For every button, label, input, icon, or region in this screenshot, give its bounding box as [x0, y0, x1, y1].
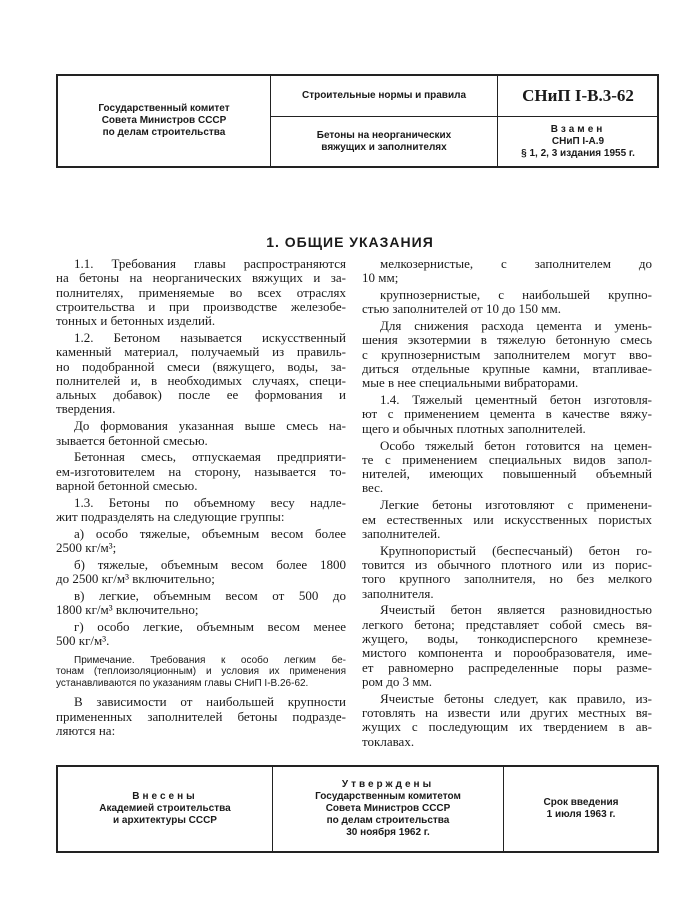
- text-line: зывается бетонной смесью.: [56, 432, 208, 448]
- text-line: ем-изготовителем на сторону, называется то-: [56, 463, 346, 479]
- document-subject: [271, 117, 497, 167]
- text-line: тонных и бетонных изделий.: [56, 313, 216, 329]
- text-line: 500 кг/м³.: [56, 633, 110, 649]
- approved-line: Государственным комитетом: [315, 791, 461, 802]
- replaces-line: СНиП I-А.9: [551, 136, 605, 147]
- replaces-label: Взамен: [550, 124, 606, 135]
- approved-line: Совета Министров СССР: [325, 803, 451, 814]
- text-line: жит подразделять на следующие группы:: [56, 509, 285, 525]
- text-line: товится из обычного плотного или из порис-: [362, 556, 652, 572]
- approved-date: 30 ноября 1962 г.: [346, 827, 430, 838]
- text-line: ляются на:: [56, 722, 116, 738]
- text-line: тонам (теплоизоляционным) и условия их применения: [56, 666, 346, 678]
- text-line: жущих с последующим их твердением в ав-: [362, 719, 652, 735]
- committee-line: Государственный комитет: [98, 103, 230, 114]
- text-line: токлавах.: [362, 733, 415, 749]
- text-line: альных добавок) после ее формования и: [56, 387, 346, 403]
- text-line: заполнителя.: [362, 585, 434, 601]
- header-box: [56, 74, 659, 168]
- text-line: в) легкие, объемным весом от 500 до: [74, 588, 346, 604]
- right-text-column: [362, 257, 652, 751]
- text-line: 1.4. Тяжелый цементный бетон изготовля-: [380, 392, 652, 408]
- text-line: вес.: [362, 480, 384, 496]
- subject-line: вяжущих и заполнителях: [321, 142, 447, 153]
- text-line: 1.3. Бетоны по объемному весу надле-: [74, 494, 346, 510]
- paragraph: [56, 589, 346, 618]
- text-line: с крупнозернистым заполнителем могут вво-: [362, 346, 652, 362]
- text-line: 1800 кг/м³ включительно;: [56, 602, 199, 618]
- text-line: Легкие бетоны изготовляют с применени-: [380, 497, 652, 513]
- effective-date: 1 июля 1963 г.: [546, 809, 616, 820]
- paragraph: [56, 558, 346, 587]
- text-line: варной бетонной смесью.: [56, 477, 198, 493]
- introduced-by: [58, 767, 272, 851]
- paragraph: [362, 288, 652, 317]
- paragraph: [362, 692, 652, 749]
- subject-line: Бетоны на неорганических: [316, 130, 452, 141]
- paragraph: [56, 496, 346, 525]
- paragraph: [56, 450, 346, 493]
- text-line: Ячеистые бетоны следует, как правило, из-: [380, 690, 652, 706]
- text-line: но подобранной смеси (вяжущего, воды, за-: [56, 358, 346, 374]
- text-line: щего и обычных плотных заполнителей.: [362, 420, 586, 436]
- approved-by: [273, 767, 503, 851]
- paragraph: [362, 319, 652, 390]
- text-line: мелкозернистые, с заполнителем до: [380, 256, 652, 271]
- text-line: заполнителей.: [362, 525, 441, 541]
- committee-name: [58, 76, 270, 166]
- paragraph: [362, 498, 652, 541]
- introduced-line: и архитектуры СССР: [113, 815, 217, 826]
- text-line: легкого бетона; представляет собой смесь вя-: [362, 616, 652, 632]
- text-line: мистого компонента и порообразователя, име-: [362, 645, 652, 661]
- text-line: ют с применением цемента в качестве вяжу-: [362, 406, 652, 422]
- text-line: те с применением специальных видов запол-: [362, 451, 652, 467]
- text-line: В зависимости от наибольшей крупности: [74, 694, 346, 710]
- paragraph: [56, 257, 346, 328]
- text-line: стью заполнителей от 10 до 150 мм.: [362, 301, 562, 317]
- paragraph: [362, 393, 652, 436]
- text-line: Примечание. Требования к особо легким бе-: [74, 654, 346, 666]
- text-line: ром до 3 мм.: [362, 673, 433, 689]
- approved-label: Утверждены: [341, 779, 435, 790]
- introduced-label: Внесены: [132, 791, 198, 802]
- text-line: крупнозернистые, с наибольшей крупно-: [380, 287, 652, 303]
- text-line: устанавливаются по указаниям главы СНиП I-В.26-62.: [56, 677, 309, 689]
- approved-line: по делам строительства: [326, 815, 450, 826]
- code-text: СНиП I-В.3-62: [522, 86, 634, 105]
- committee-line: по делам строительства: [102, 127, 226, 138]
- note-paragraph: [56, 655, 346, 690]
- text-line: 2500 кг/м³;: [56, 540, 117, 556]
- text-line: шения экзотермии в тяжелую бетонную смесь: [362, 332, 652, 348]
- text-line: готовлять на извести или других местных вя-: [362, 704, 652, 720]
- text-line: ет равномерно распределенные поры разме-: [362, 659, 652, 675]
- section-title: 1. ОБЩИЕ УКАЗАНИЯ: [266, 234, 434, 250]
- text-line: ем естественных или искусственных пористых: [362, 511, 652, 527]
- text-line: каменный материал, получаемый из правиль-: [56, 344, 346, 360]
- text-line: Бетонная смесь, отпускаемая предприяти-: [74, 449, 346, 465]
- introduced-line: Академией строительства: [99, 803, 231, 814]
- paragraph: [362, 257, 652, 286]
- text-line: До формования указанная выше смесь на-: [74, 418, 346, 434]
- paragraph: [56, 620, 346, 649]
- paragraph: [362, 544, 652, 601]
- text-line: полнителей и, в необходимых случаях, специ-: [56, 372, 346, 388]
- paragraph: [56, 695, 346, 738]
- text-line: нителей, имеющих повышенный объемный: [362, 466, 652, 482]
- series-text: Строительные нормы и правила: [301, 90, 467, 101]
- document-code: [498, 76, 658, 116]
- paragraph: [56, 331, 346, 417]
- text-line: Крупнопористый (беспесчаный) бетон го-: [380, 542, 652, 558]
- text-line: а) особо тяжелые, объемным весом более: [74, 525, 346, 541]
- effective-date-info: [504, 767, 658, 851]
- text-line: на бетоны на неорганических вяжущих и за-: [56, 270, 346, 286]
- text-line: строительства и при производстве железобе-: [56, 298, 346, 314]
- committee-line: Совета Министров СССР: [101, 115, 227, 126]
- replaces-info: [498, 117, 658, 167]
- text-line: мые в нее специальными вибраторами.: [362, 375, 579, 391]
- text-line: 10 мм;: [362, 270, 399, 286]
- text-line: 1.1. Требования главы распространяются: [74, 256, 346, 271]
- text-line: б) тяжелые, объемным весом более 1800: [74, 556, 346, 572]
- effective-label: Срок введения: [543, 797, 619, 808]
- text-line: жущего, воды, тонкодисперсного кремнезе-: [362, 630, 652, 646]
- paragraph: [56, 527, 346, 556]
- text-line: твердения.: [56, 401, 116, 417]
- paragraph: [56, 419, 346, 448]
- replaces-line: § 1, 2, 3 издания 1955 г.: [521, 148, 635, 159]
- footer-box: [56, 765, 659, 853]
- text-line: 1.2. Бетоном называется искусственный: [74, 329, 346, 345]
- paragraph: [362, 439, 652, 496]
- text-line: Особо тяжелый бетон готовится на цемен-: [380, 437, 652, 453]
- paragraph: [362, 603, 652, 689]
- text-line: диться отдельные крупные камни, втапливае-: [362, 361, 652, 377]
- text-line: г) особо легкие, объемным весом менее: [74, 619, 346, 635]
- left-text-column: [56, 257, 346, 741]
- series-title: [271, 76, 497, 116]
- text-line: примененных заполнителей бетоны подразде-: [56, 708, 346, 724]
- text-line: того крупного заполнителя, но без мелкого: [362, 571, 652, 587]
- text-line: до 2500 кг/м³ включительно;: [56, 571, 215, 587]
- text-line: полнителях, применяемые во всех отраслях: [56, 284, 346, 300]
- text-line: Для снижения расхода цемента и умень-: [380, 318, 652, 334]
- text-line: Ячеистый бетон является разновидностью: [380, 602, 652, 618]
